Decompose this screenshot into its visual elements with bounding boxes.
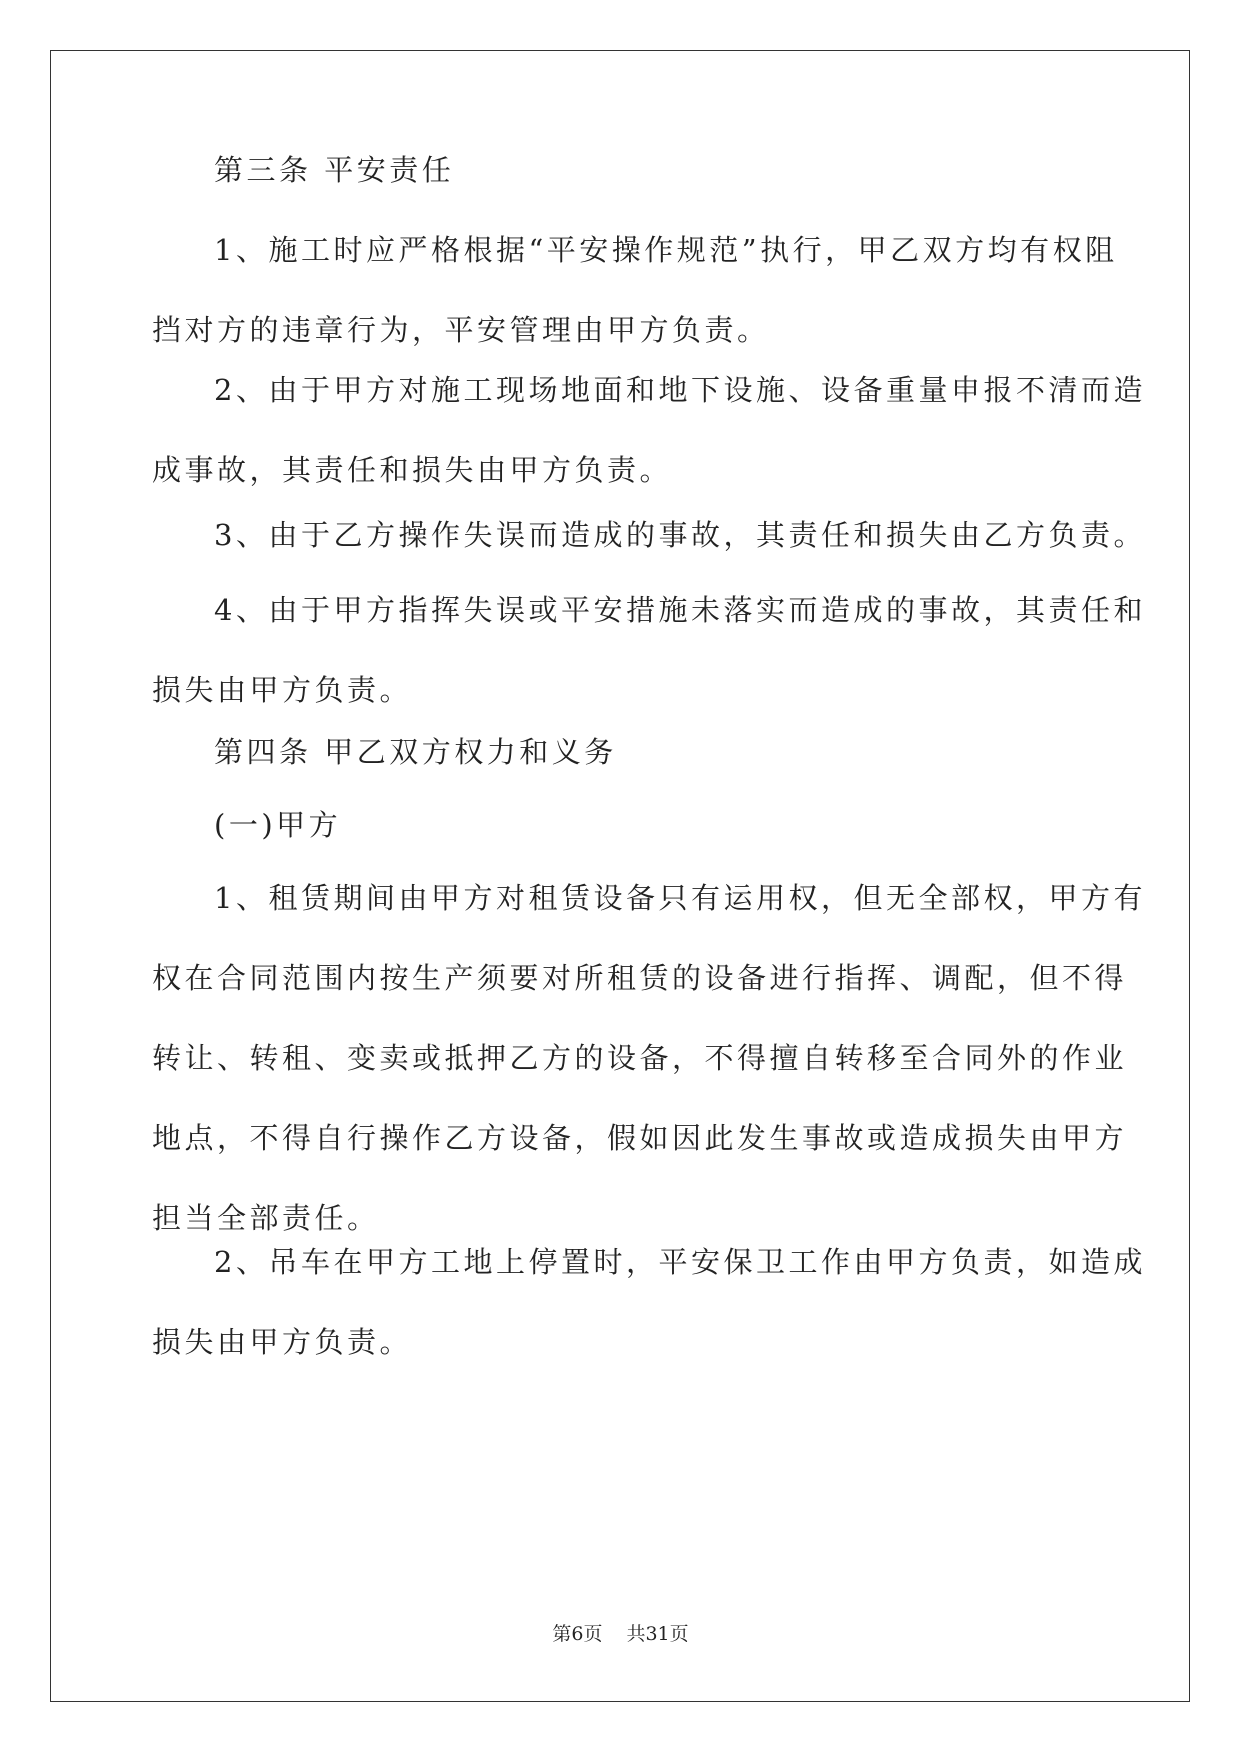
total-pages-label bbox=[626, 1623, 688, 1645]
paragraph-article-4-title bbox=[152, 712, 1092, 792]
paragraph-party-a-2 bbox=[152, 1222, 1146, 1382]
total-suffix: 页 bbox=[669, 1623, 689, 1645]
text-line: 第三条 平安责任 bbox=[214, 153, 455, 187]
paragraph-article-3-title bbox=[152, 130, 1092, 210]
text-line: 4、由于甲方指挥失误或平安措施未落实而造成的事故，其责任和 bbox=[214, 593, 1146, 627]
text-line: 3、由于乙方操作失误而造成的事故，其责任和损失由乙方负责。 bbox=[214, 518, 1146, 552]
page-number-label bbox=[552, 1623, 602, 1645]
text-line: 成事故，其责任和损失由甲方负责。 bbox=[152, 453, 673, 487]
paragraph-safety-1 bbox=[152, 210, 1118, 370]
paragraph-party-a-heading bbox=[152, 785, 1092, 865]
page-number: 6 bbox=[571, 1623, 584, 1645]
page-suffix: 页 bbox=[583, 1623, 603, 1645]
total-prefix: 共 bbox=[626, 1623, 646, 1645]
text-line: 担当全部责任。 bbox=[152, 1201, 380, 1235]
text-line: 地点，不得自行操作乙方设备，假如因此发生事故或造成损失由甲方 bbox=[152, 1121, 1128, 1155]
text-line: 转让、转租、变卖或抵押乙方的设备，不得擅自转移至合同外的作业 bbox=[152, 1041, 1128, 1075]
text-line: 损失由甲方负责。 bbox=[152, 1325, 413, 1359]
text-line: 第四条 甲乙双方权力和义务 bbox=[214, 735, 617, 769]
text-line: (一)甲方 bbox=[214, 808, 342, 842]
paragraph-party-a-1 bbox=[152, 858, 1146, 1258]
text-line: 2、吊车在甲方工地上停置时，平安保卫工作由甲方负责，如造成 bbox=[214, 1245, 1146, 1279]
text-line: 1、租赁期间由甲方对租赁设备只有运用权，但无全部权，甲方有 bbox=[214, 881, 1146, 915]
text-line: 损失由甲方负责。 bbox=[152, 673, 413, 707]
paragraph-safety-3 bbox=[152, 495, 1146, 575]
paragraph-safety-4 bbox=[152, 570, 1146, 730]
text-line: 2、由于甲方对施工现场地面和地下设施、设备重量申报不清而造 bbox=[214, 373, 1146, 407]
paragraph-safety-2 bbox=[152, 350, 1146, 510]
text-line: 1、施工时应严格根据“平安操作规范”执行，甲乙双方均有权阻 bbox=[214, 233, 1118, 267]
text-line: 权在合同范围内按生产须要对所租赁的设备进行指挥、调配，但不得 bbox=[152, 961, 1128, 995]
total-pages: 31 bbox=[645, 1623, 670, 1645]
page-footer bbox=[0, 1622, 1241, 1646]
text-line: 挡对方的违章行为，平安管理由甲方负责。 bbox=[152, 313, 770, 347]
page-prefix: 第 bbox=[552, 1623, 572, 1645]
